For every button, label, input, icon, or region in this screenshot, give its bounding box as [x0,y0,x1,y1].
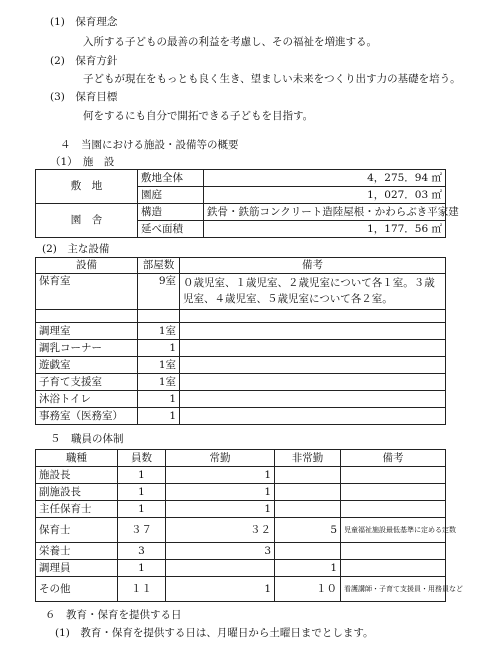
staff-role: 施設長 [36,467,118,484]
facility-value: 4，275．94 ㎡ [204,170,446,187]
table-spacer [138,310,180,323]
equipment-name: 事務室（医務室） [36,408,138,425]
staff-note [341,560,446,577]
facility-value: 鉄骨・鉄筋コンクリート造陸屋根・かわらぶき平家建 [204,204,446,221]
staff-total: 1 [118,501,166,518]
table-spacer [36,310,138,323]
staff-role: 保育士 [36,518,118,543]
equipment-note [180,408,446,425]
table-row [36,543,446,560]
equipment-count: 1 [138,391,180,408]
table-row [36,560,446,577]
staff-part: 5 [275,518,341,543]
equipment-note [180,340,446,357]
equipment-name: 調理室 [36,323,138,340]
heading-goal: (3) 保育目標 [50,91,118,103]
staff-full [166,560,275,577]
equipment-note: ０歳児室、１歳児室、２歳児室について各１室。３歳児室、４歳児室、５歳児室について各２室。 [180,274,446,310]
table-row [36,577,446,602]
facility-item: 敷地全体 [138,170,204,187]
equipment-table [35,257,446,425]
staff-header: 備考 [341,450,446,467]
table-spacer [180,310,446,323]
staff-header: 常勤 [166,450,275,467]
table-row [36,518,446,543]
section6-text: (1) 教育・保育を提供する日は、月曜日から土曜日までとします。 [55,627,374,639]
facility-item: 構造 [138,204,204,221]
equipment-note [180,323,446,340]
equipment-count: 1 [138,408,180,425]
equipment-count: 1室 [138,323,180,340]
staff-part [275,543,341,560]
staff-total: 1 [118,484,166,501]
equipment-header: 部屋数 [138,258,180,274]
section5-title: ５ 職員の体制 [50,433,124,445]
section4-sub1: （1） 施 設 [50,156,115,168]
table-row [36,501,446,518]
text-philosophy: 入所する子どもの最善の利益を考慮し、その福祉を増進する。 [83,36,377,48]
staff-full: ３２ [166,518,275,543]
staff-total: 1 [118,560,166,577]
staff-full: 1 [166,501,275,518]
heading-philosophy: (1) 保育理念 [50,16,118,28]
staff-part: １０ [275,577,341,602]
staff-part [275,484,341,501]
staff-note: 児童福祉施設最低基準に定める定数 [341,518,446,543]
staff-total: ３７ [118,518,166,543]
equipment-note [180,357,446,374]
staff-header: 非常勤 [275,450,341,467]
facility-value: 1，027．03 ㎡ [204,187,446,204]
table-row [36,467,446,484]
facility-site-label: 敷 地 [36,170,138,204]
equipment-name: 調乳コーナー [36,340,138,357]
staff-full: 1 [166,577,275,602]
equipment-count: 1室 [138,357,180,374]
staff-part [275,501,341,518]
staff-part: 1 [275,560,341,577]
section4-title: ４ 当園における施設・設備等の概要 [60,139,239,151]
equipment-name: 沐浴トイレ [36,391,138,408]
staff-full: 1 [166,467,275,484]
table-row [36,323,446,340]
staff-header: 職種 [36,450,118,467]
table-row [36,391,446,408]
text-goal: 何をするにも自分で開拓できる子どもを目指す。 [83,110,314,122]
staff-role: その他 [36,577,118,602]
staff-total: 1 [118,467,166,484]
staff-role: 主任保育士 [36,501,118,518]
table-row [36,357,446,374]
equipment-header: 設備 [36,258,138,274]
section6-title: ６ 教育・保育を提供する日 [45,609,182,621]
staff-table [35,449,463,602]
staff-full: 1 [166,484,275,501]
staff-role: 調理員 [36,560,118,577]
facility-table [35,169,459,238]
table-row [36,484,446,501]
equipment-name: 遊戯室 [36,357,138,374]
facility-value: 1，177．56 ㎡ [204,221,446,238]
staff-total: １１ [118,577,166,602]
staff-note [341,467,446,484]
staff-note [341,484,446,501]
table-row [36,374,446,391]
facility-item: 延べ面積 [138,221,204,238]
equipment-count: 9室 [138,274,180,310]
heading-policy: (2) 保育方針 [50,55,118,67]
text-policy: 子どもが現在をもっとも良く生き、望ましい未来をつくり出す力の基礎を培う。 [83,73,461,85]
staff-note [341,543,446,560]
equipment-header: 備考 [180,258,446,274]
staff-total: 3 [118,543,166,560]
table-row [36,274,446,310]
section4-sub2: (2) 主な設備 [42,243,110,255]
staff-note: 看護講師・子育て支援員・用務員など [341,577,446,602]
facility-building-label: 園 舎 [36,204,138,238]
staff-part [275,467,341,484]
equipment-note [180,391,446,408]
facility-item: 園庭 [138,187,204,204]
staff-full: 3 [166,543,275,560]
equipment-note [180,374,446,391]
equipment-count: 1室 [138,374,180,391]
equipment-count: 1 [138,340,180,357]
staff-role: 栄養士 [36,543,118,560]
staff-note [341,501,446,518]
staff-role: 副施設長 [36,484,118,501]
table-row [36,408,446,425]
staff-header: 員数 [118,450,166,467]
equipment-name: 子育て支援室 [36,374,138,391]
equipment-name: 保育室 [36,274,138,310]
table-row [36,340,446,357]
